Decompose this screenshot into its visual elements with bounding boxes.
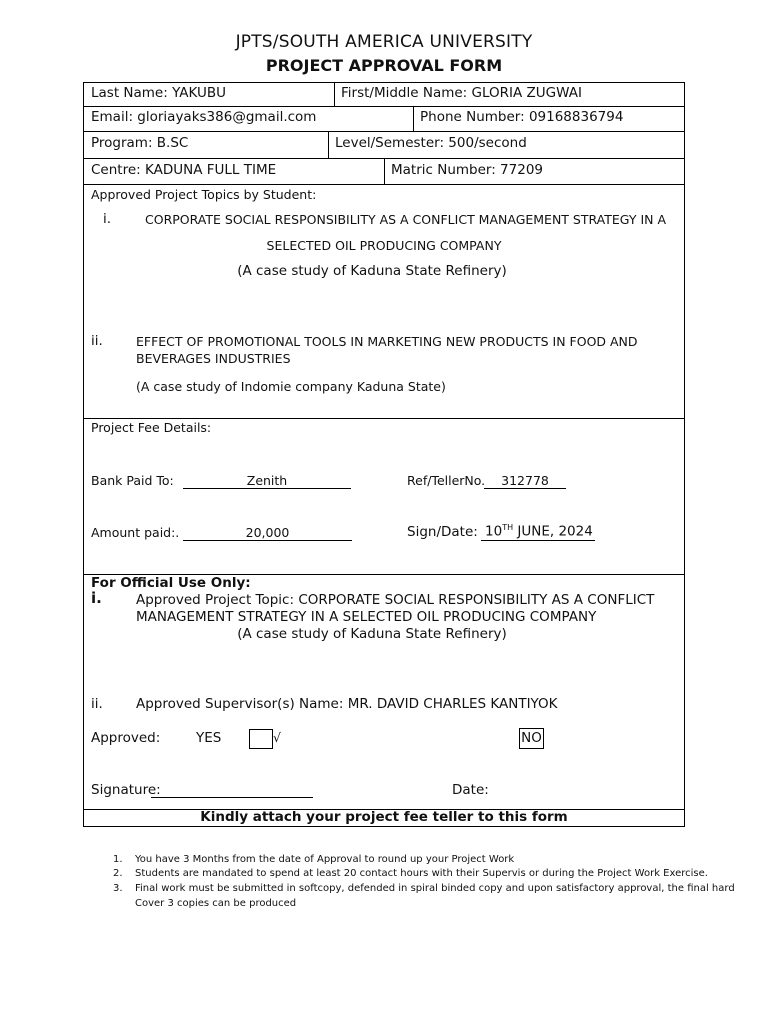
institution-name: JPTS/SOUTH AMERICA UNIVERSITY [235, 32, 533, 52]
column-divider [413, 106, 414, 131]
topic-numeral: i. [103, 211, 112, 227]
note-text: Final work must be submitted in softcopy, defended in spiral binded copy and upon satisfactory approval, the final hard [135, 883, 735, 894]
note-number: 1. [113, 854, 123, 865]
no-label: NO [521, 730, 542, 746]
first-name-field: First/Middle Name: GLORIA ZUGWAI [341, 85, 582, 101]
last-name-field: Last Name: YAKUBU [91, 85, 227, 101]
attach-teller-instruction: Kindly attach your project fee teller to this form [200, 809, 568, 825]
amount-label: Amount paid:. [91, 525, 180, 540]
form-title: PROJECT APPROVAL FORM [265, 56, 503, 75]
row-divider [84, 184, 684, 185]
note-text-continued: Cover 3 copies can be produced [135, 898, 297, 909]
official-heading: For Official Use Only: [91, 575, 251, 591]
supervisor-name: Approved Supervisor(s) Name: MR. DAVID CHARLES KANTIYOK [136, 696, 558, 712]
official-topic-line-2: MANAGEMENT STRATEGY IN A SELECTED OIL PRODUCING COMPANY [136, 609, 597, 625]
topic-1-case-study: (A case study of Kaduna State Refinery) [237, 263, 507, 279]
bank-value: Zenith [183, 473, 351, 489]
note-text: You have 3 Months from the date of Approval to round up your Project Work [135, 854, 515, 865]
sign-label: Sign/Date: [407, 524, 478, 540]
level-field: Level/Semester: 500/second [335, 135, 527, 151]
official-numeral: ii. [91, 696, 103, 712]
row-divider [84, 106, 684, 107]
note-number: 3. [113, 883, 123, 894]
column-divider [328, 131, 329, 158]
no-checkbox[interactable] [519, 728, 544, 749]
note-text: Students are mandated to spend at least 20 contact hours with their Supervis or during the Project Work Exercise. [135, 868, 708, 879]
yes-label: YES [196, 730, 222, 746]
official-case-study: (A case study of Kaduna State Refinery) [237, 626, 507, 642]
topics-heading: Approved Project Topics by Student: [91, 187, 317, 202]
bank-label: Bank Paid To: [91, 473, 174, 488]
date-label: Date: [452, 782, 489, 798]
topic-2-line-1: EFFECT OF PROMOTIONAL TOOLS IN MARKETING NEW PRODUCTS IN FOOD AND [136, 334, 638, 349]
topic-numeral: ii. [91, 333, 103, 349]
ref-label: Ref/TellerNo. [407, 473, 486, 488]
topic-2-line-2: BEVERAGES INDUSTRIES [136, 351, 291, 366]
row-divider [84, 418, 684, 419]
ref-value: 312778 [484, 473, 566, 489]
approval-form [83, 82, 685, 827]
email-field: Email: gloriayaks386@gmail.com [91, 109, 317, 125]
topic-1-line-2: SELECTED OIL PRODUCING COMPANY [266, 238, 502, 253]
signature-line [151, 797, 313, 798]
check-mark-icon: √ [273, 730, 281, 745]
official-numeral: i. [91, 589, 102, 607]
topic-1-line-1: CORPORATE SOCIAL RESPONSIBILITY AS A CONFLICT MANAGEMENT STRATEGY IN A [145, 212, 667, 227]
row-divider [84, 131, 684, 132]
sign-date-value [481, 523, 595, 541]
phone-field: Phone Number: 09168836794 [420, 109, 624, 125]
sign-day-suffix: TH [502, 523, 514, 532]
official-topic-line-1: Approved Project Topic: CORPORATE SOCIAL RESPONSIBILITY AS A CONFLICT [136, 592, 655, 608]
amount-value: 20,000 [183, 525, 352, 541]
signature-label: Signature: [91, 782, 161, 798]
column-divider [384, 158, 385, 184]
program-field: Program: B.SC [91, 135, 189, 151]
fee-heading: Project Fee Details: [91, 420, 212, 435]
column-divider [334, 83, 335, 106]
matric-field: Matric Number: 77209 [391, 162, 544, 178]
yes-checkbox[interactable] [249, 729, 273, 749]
centre-field: Centre: KADUNA FULL TIME [91, 162, 277, 178]
approved-label: Approved: [91, 730, 161, 746]
topic-2-case-study: (A case study of Indomie company Kaduna State) [136, 379, 446, 394]
sign-month-year: JUNE, 2024 [513, 523, 593, 540]
sign-day: 10 [485, 523, 503, 540]
note-number: 2. [113, 868, 123, 879]
